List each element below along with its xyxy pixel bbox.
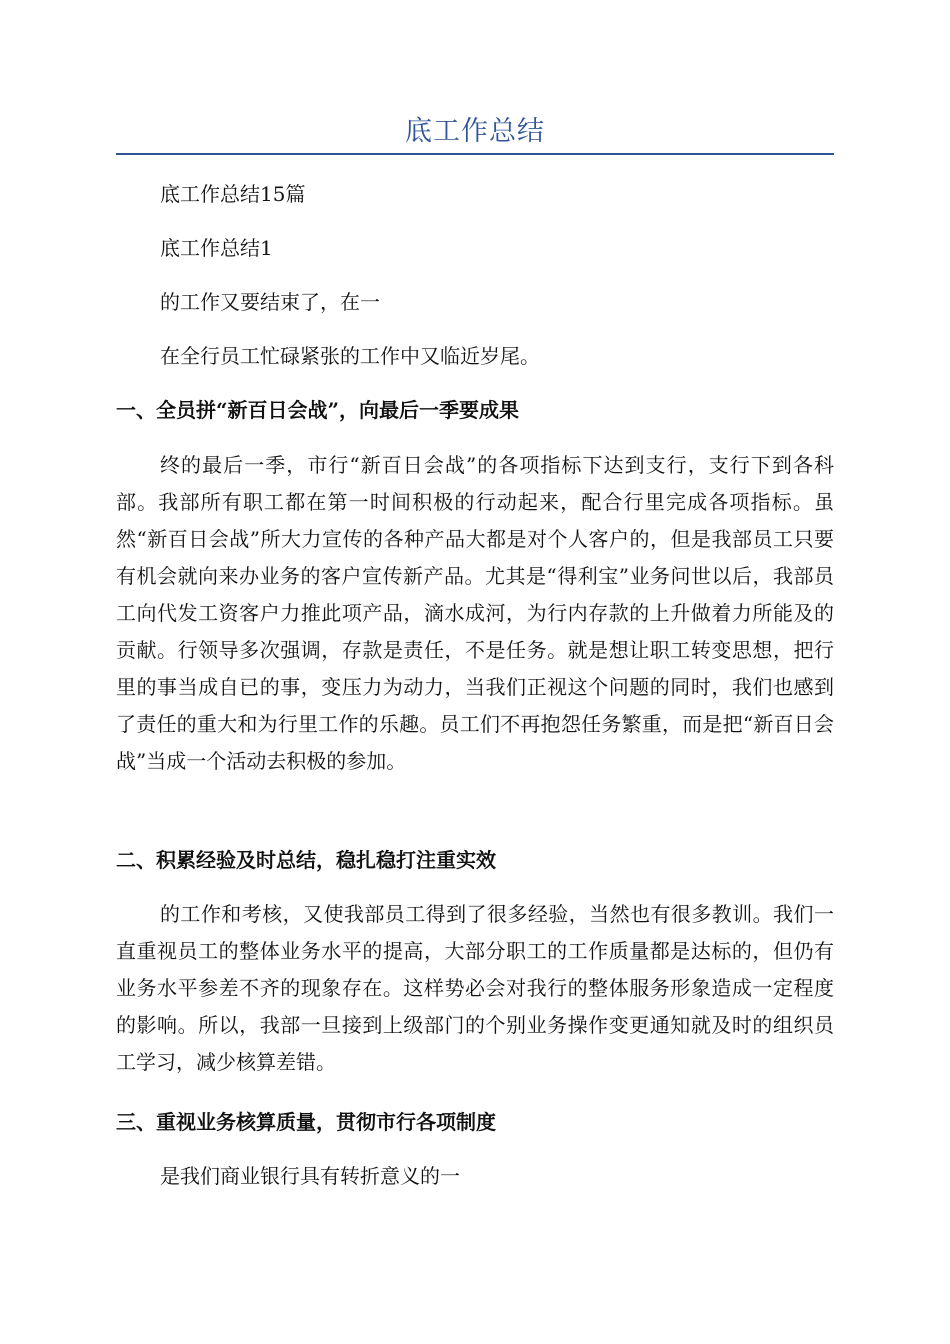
section-heading: 二、积累经验及时总结，稳扎稳打注重实效: [116, 848, 496, 872]
section-paragraph: 终的最后一季，市行“新百日会战”的各项指标下达到支行，支行下到各科部。我部所有职工都在第一时间积极的行动起来，配合行里完成各项指标。虽然“新百日会战”所大力宣传的各种产品大都是对个人客户的，但是我部员工只要有机会就向来办业务的客户宣传新产品。尤其是“得利宝”业务问世以后，我部员工向代发工资客户力推此项产品，滴水成河，为行内存款的上升做着力所能及的贡献。行领导多次强调，存款是责任，不是任务。就是想让职工转变思想，把行里的事当成自已的事，变压力为动力，当我们正视这个问题的同时，我们也感到了责任的重大和为行里工作的乐趣。员工们不再抱怨任务繁重，而是把“新百日会战”当成一个活动去积极的参加。: [116, 453, 834, 773]
intro-line: 在全行员工忙碌紧张的工作中又临近岁尾。: [160, 344, 540, 368]
intro-line: 底工作总结15篇: [160, 182, 306, 206]
title-divider: [116, 153, 834, 155]
intro-line: 的工作又要结束了，在一: [160, 290, 380, 314]
section-heading: 一、全员拼“新百日会战”，向最后一季要成果: [116, 398, 520, 422]
section-paragraph: 的工作和考核，又使我部员工得到了很多经验，当然也有很多教训。我们一直重视员工的整体业务水平的提高，大部分职工的工作质量都是达标的，但仍有业务水平参差不齐的现象存在。这样势必会对我行的整体服务形象造成一定程度的影响。所以，我部一旦接到上级部门的个别业务操作变更通知就及时的组织员工学习，减少核算差错。: [116, 902, 834, 1074]
intro-line: 底工作总结1: [160, 236, 273, 260]
page-title: 底工作总结: [405, 116, 545, 147]
section-paragraph: 是我们商业银行具有转折意义的一: [160, 1164, 460, 1188]
section-heading: 三、重视业务核算质量，贯彻市行各项制度: [116, 1110, 496, 1134]
